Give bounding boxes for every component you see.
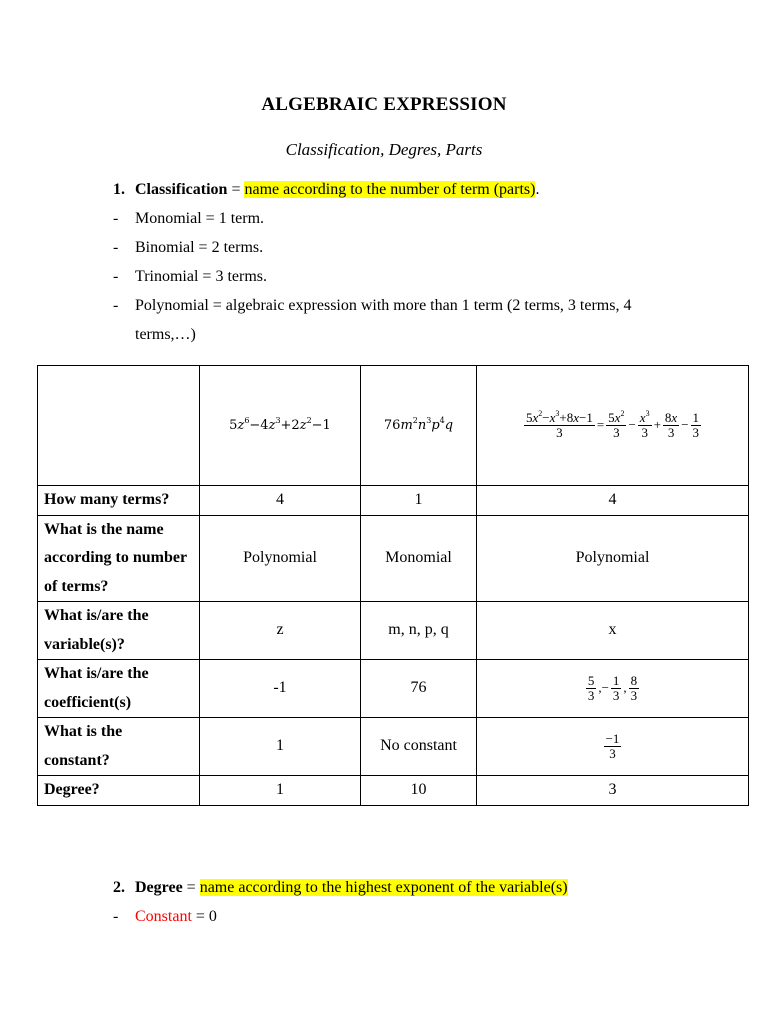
- period: .: [535, 181, 540, 198]
- red-term: Constant: [135, 908, 192, 925]
- question-cell: What is the name according to number of terms?: [38, 515, 200, 602]
- answer-cell: 1: [361, 486, 477, 516]
- answer-cell: 1: [200, 718, 361, 776]
- table-row: [38, 776, 749, 806]
- answer-cell: 4: [200, 486, 361, 516]
- list-item-text: Monomial = 1 term.: [135, 210, 265, 227]
- answer-cell: No constant: [361, 718, 477, 776]
- expression-2: $76m^2n^3p^4q$: [361, 366, 477, 486]
- table-row: [38, 718, 749, 776]
- expression-3: $\frac{5x^2-x^3+8x-1}{3}$ = $\frac{5x^2}{3}$ − $\frac{x^3}{3}$ + $\frac{8x}{3}$ − $\frac{1}{3}$: [477, 366, 749, 486]
- bullet-dash: -: [113, 908, 119, 925]
- answer-cell: 4: [477, 486, 749, 516]
- table-row: [38, 486, 749, 516]
- question-cell: What is/are the coefficient(s): [38, 660, 200, 718]
- highlighted-definition: name according to the highest exponent of the variable(s): [199, 879, 568, 896]
- answer-cell-fractions: $\frac{5}{3}$ ,− $\frac{1}{3}$ , $\frac{8}{3}$: [477, 660, 749, 718]
- bullet-dash: -: [113, 210, 119, 227]
- question-cell: Degree?: [38, 776, 200, 806]
- table-row: [38, 515, 749, 602]
- page-subtitle: Classification, Degres, Parts: [285, 140, 483, 159]
- list-item-text: Trinomial = 3 terms.: [135, 268, 267, 285]
- answer-cell: 10: [361, 776, 477, 806]
- answer-cell: Polynomial: [477, 515, 749, 602]
- answer-cell: Monomial: [361, 515, 477, 602]
- section-2-heading: [113, 873, 568, 902]
- section-number: 1.: [113, 181, 125, 198]
- list-item-constant: [113, 902, 217, 931]
- list-item-text: = 0: [191, 908, 217, 925]
- table-row: [38, 660, 749, 718]
- section-1-heading: [113, 175, 539, 204]
- table-corner-cell: [38, 366, 200, 486]
- answer-cell: m, n, p, q: [361, 602, 477, 660]
- list-item-monomial: [113, 204, 264, 233]
- list-item-binomial: [113, 233, 263, 262]
- bullet-dash: -: [113, 268, 119, 285]
- list-item-text: Polynomial = algebraic expression with more than 1 term (2 terms, 3 terms, 4: [135, 297, 632, 314]
- question-cell: How many terms?: [38, 486, 200, 516]
- question-cell: What is/are the variable(s)?: [38, 602, 200, 660]
- answer-cell: Polynomial: [200, 515, 361, 602]
- section-heading: Classification: [135, 181, 228, 198]
- answer-cell: x: [477, 602, 749, 660]
- list-item-polynomial-cont: [113, 320, 196, 349]
- equals-sign: =: [227, 181, 245, 198]
- list-item-text: Binomial = 2 terms.: [135, 239, 264, 256]
- answer-cell: 1: [200, 776, 361, 806]
- section-number: 2.: [113, 879, 125, 896]
- bullet-dash: -: [113, 297, 119, 314]
- table-header-row: [38, 366, 749, 486]
- list-item-polynomial: [113, 291, 631, 320]
- equals-sign: =: [182, 879, 200, 896]
- table-row: [38, 602, 749, 660]
- answer-cell: -1: [200, 660, 361, 718]
- answer-cell: 3: [477, 776, 749, 806]
- answer-cell-fraction: $\frac{-1}{3}$: [477, 718, 749, 776]
- question-cell: What is the constant?: [38, 718, 200, 776]
- classification-table: [37, 365, 749, 806]
- section-heading: Degree: [135, 879, 183, 896]
- bullet-dash: -: [113, 239, 119, 256]
- answer-cell: z: [200, 602, 361, 660]
- answer-cell: 76: [361, 660, 477, 718]
- list-item-trinomial: [113, 262, 267, 291]
- highlighted-definition: name according to the number of term (parts): [244, 181, 536, 198]
- list-item-text: terms,…): [135, 326, 196, 343]
- expression-1: $5z^6-4z^3+2z^2-1$: [200, 366, 361, 486]
- page-title: ALGEBRAIC EXPRESSION: [261, 94, 507, 115]
